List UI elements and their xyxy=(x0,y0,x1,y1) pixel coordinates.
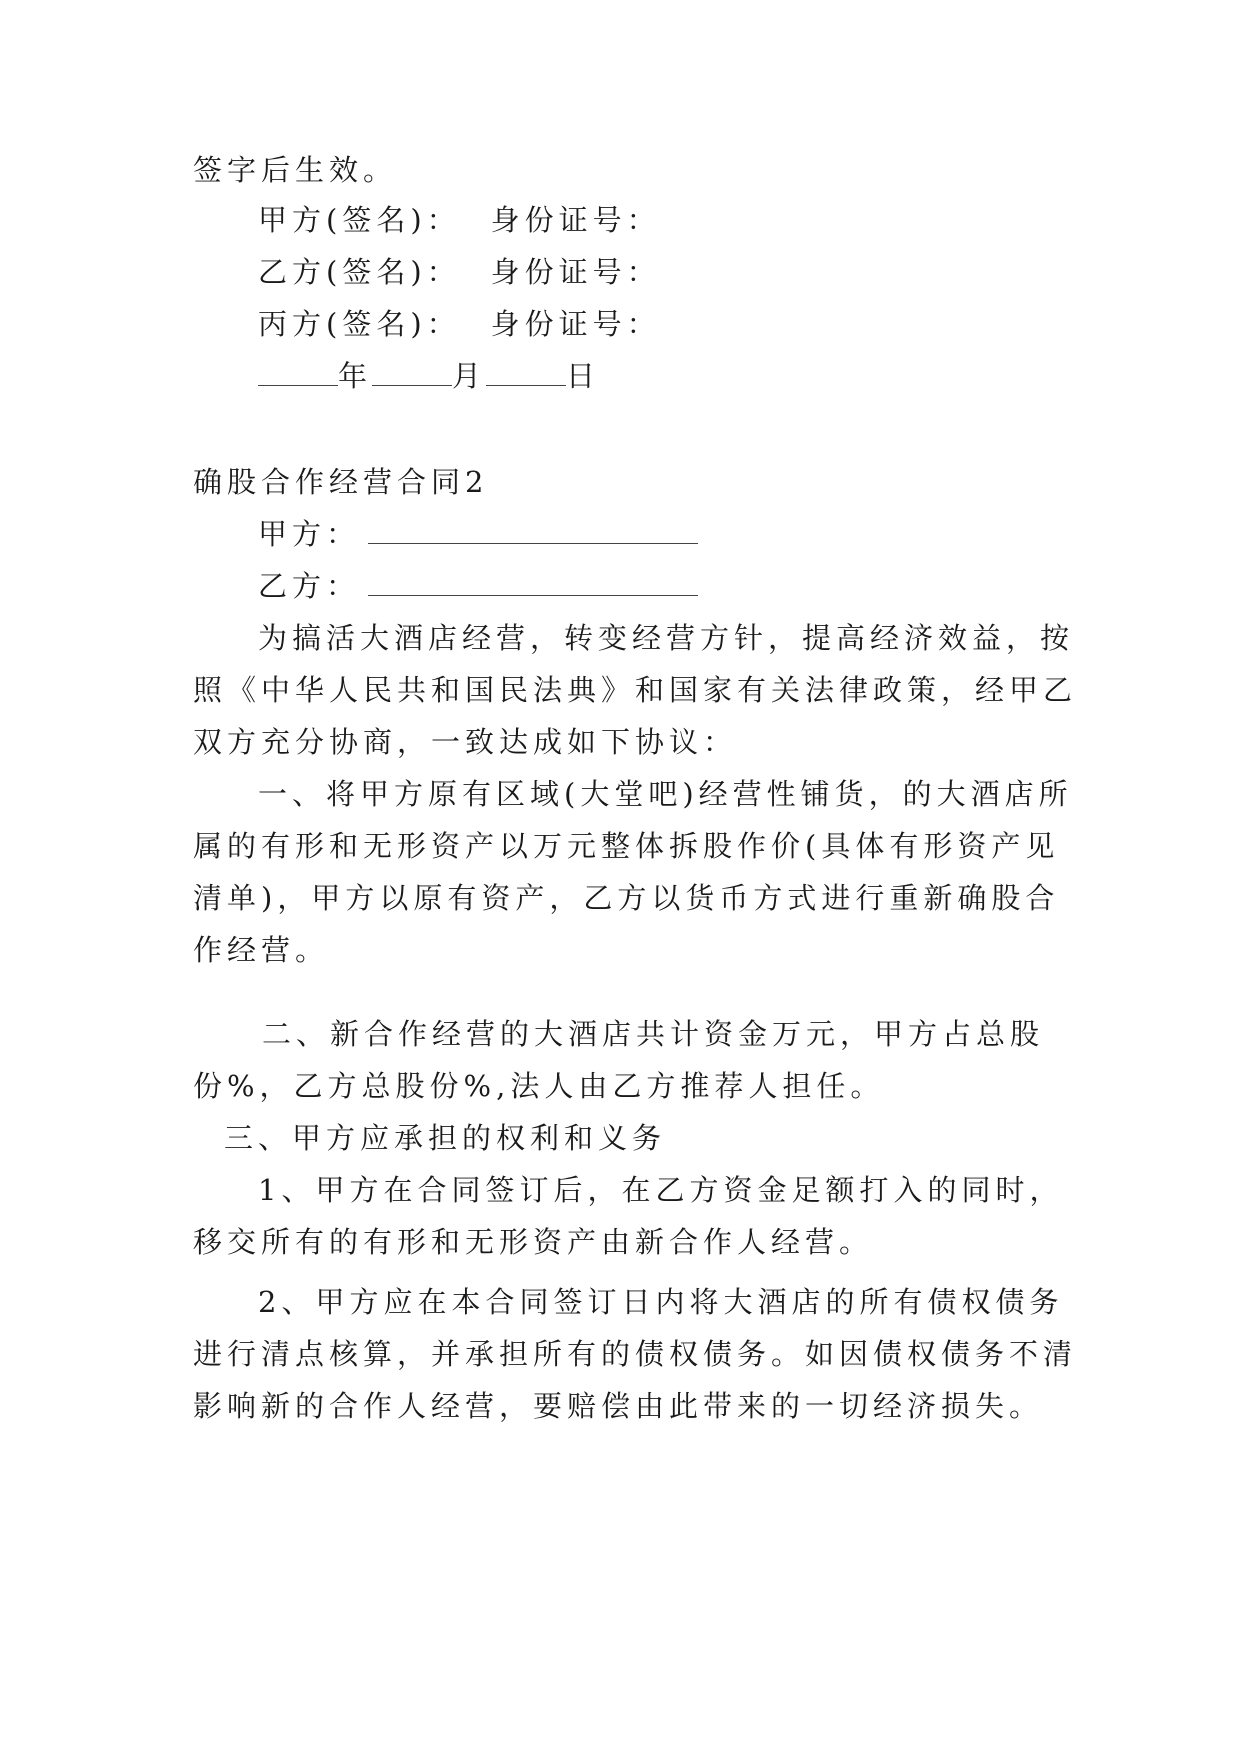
signature-row-a xyxy=(258,200,661,240)
clause-3-heading: 三、甲方应承担的权利和义务 xyxy=(224,1121,667,1155)
item-1-line: 1、甲方在合同签订后，在乙方资金足额打入的同时， xyxy=(258,1173,1064,1207)
month-label: 月 xyxy=(452,359,487,393)
intro-line: 为搞活大酒店经营，转变经营方针，提高经济效益，按 xyxy=(258,621,1075,655)
clause-2-line: 二、新合作经营的大酒店共计资金万元，甲方占总股 xyxy=(262,1017,1045,1051)
day-blank xyxy=(486,361,566,386)
clause-1-line: 作经营。 xyxy=(193,933,330,967)
id-number-label: 身份证号： xyxy=(490,307,661,341)
year-label: 年 xyxy=(338,359,373,393)
signature-row-c xyxy=(258,304,661,344)
signature-party-label: 乙方(签名)： xyxy=(258,255,461,289)
signature-row-b xyxy=(258,252,661,292)
year-blank xyxy=(258,361,338,386)
item-2-line: 影响新的合作人经营，要赔偿由此带来的一切经济损失。 xyxy=(193,1389,1044,1423)
party-b-blank xyxy=(368,571,698,596)
id-number-label: 身份证号： xyxy=(490,203,661,237)
clause-1-line: 清单)，甲方以原有资产，乙方以货币方式进行重新确股合 xyxy=(193,881,1060,915)
intro-line: 照《中华人民共和国民法典》和国家有关法律政策，经甲乙 xyxy=(193,673,1078,707)
date-line xyxy=(258,356,600,396)
item-1-line: 移交所有的有形和无形资产由新合作人经营。 xyxy=(193,1225,874,1259)
day-label: 日 xyxy=(566,359,601,393)
item-2-line: 2、甲方应在本合同签订日内将大酒店的所有债权债务 xyxy=(258,1285,1064,1319)
party-a-line xyxy=(258,514,698,554)
item-2-line: 进行清点核算，并承担所有的债权债务。如因债权债务不清 xyxy=(193,1337,1078,1371)
intro-line: 双方充分协商，一致达成如下协议： xyxy=(193,725,738,759)
signature-party-label: 甲方(签名)： xyxy=(258,203,461,237)
clause-2-line: 份%，乙方总股份%,法人由乙方推荐人担任。 xyxy=(193,1069,885,1103)
closing-text: 签字后生效。 xyxy=(193,153,398,187)
party-b-line xyxy=(258,566,698,606)
party-b-label: 乙方： xyxy=(258,569,361,603)
month-blank xyxy=(372,361,452,386)
party-a-blank xyxy=(368,519,698,544)
party-a-label: 甲方： xyxy=(258,517,361,551)
contract-title: 确股合作经营合同2 xyxy=(193,465,489,499)
clause-1-line: 属的有形和无形资产以万元整体拆股作价(具体有形资产见 xyxy=(193,829,1060,863)
signature-party-label: 丙方(签名)： xyxy=(258,307,461,341)
clause-1-line: 一、将甲方原有区域(大堂吧)经营性铺货，的大酒店所 xyxy=(258,777,1073,811)
id-number-label: 身份证号： xyxy=(490,255,661,289)
